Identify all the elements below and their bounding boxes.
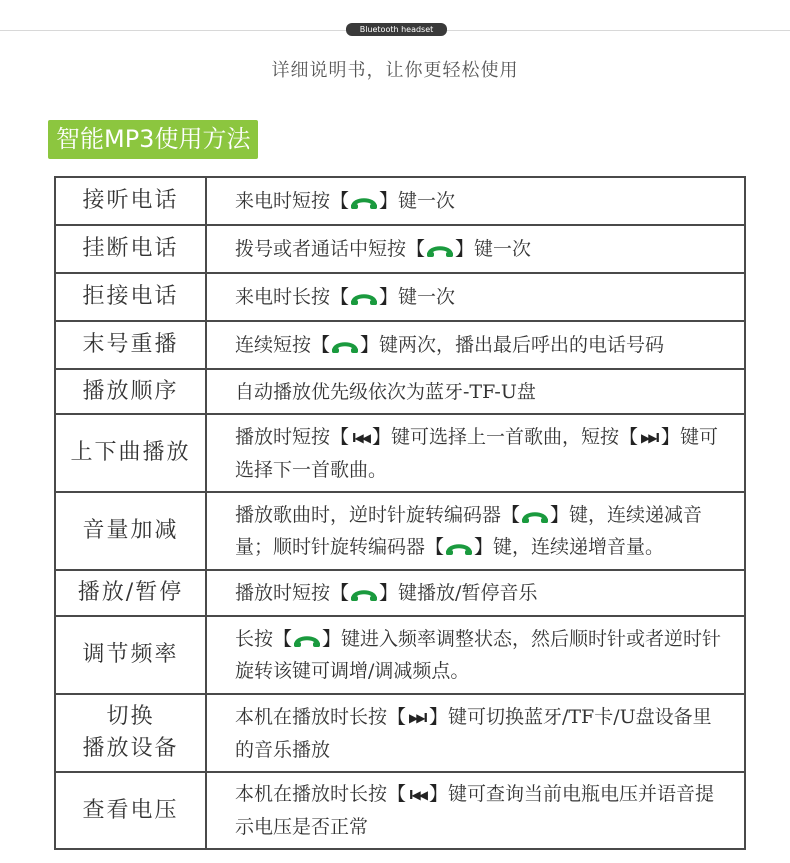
table-row bbox=[55, 414, 745, 492]
function-cell: 播放顺序 bbox=[55, 369, 206, 414]
description-cell bbox=[206, 492, 745, 570]
page-subtitle: 详细说明书，让你更轻松使用 bbox=[271, 60, 519, 81]
description-cell bbox=[206, 570, 745, 616]
description-text: 拨号或者通话中短按 bbox=[235, 238, 407, 260]
phone-key: 【 】 bbox=[330, 286, 399, 308]
description-text: 键可选择上一首歌曲，短按 bbox=[390, 425, 619, 448]
function-line: 播放设备 bbox=[82, 736, 179, 761]
description-cell bbox=[206, 616, 745, 694]
phone-key: 【 】 bbox=[406, 238, 475, 260]
table-row bbox=[55, 492, 745, 570]
phone-handset-icon bbox=[351, 194, 377, 210]
previous-track-icon: I◀◀ bbox=[352, 430, 369, 445]
description-text: 键可切换蓝牙/TF卡/U盘设备里的音乐播放 bbox=[235, 705, 712, 761]
phone-key: 【 】 bbox=[273, 628, 342, 650]
description-text: 本机在播放时长按 bbox=[235, 783, 388, 805]
brand-badge: Bluetooth headset bbox=[346, 23, 447, 36]
table-row bbox=[55, 772, 745, 849]
description-text: 播放时短按 bbox=[235, 582, 331, 604]
function-cell: 挂断电话 bbox=[55, 225, 206, 273]
next-key: 【 ▶▶I 】 bbox=[387, 701, 448, 734]
description-cell bbox=[206, 321, 745, 369]
description-text: 键一次 bbox=[398, 286, 456, 308]
table-row bbox=[55, 694, 745, 772]
function-cell: 上下曲播放 bbox=[55, 414, 206, 492]
description-text: 键可查询当前电瓶电压并语音提示电压是否正常 bbox=[235, 783, 714, 838]
next-track-icon: ▶▶I bbox=[409, 710, 426, 725]
description-cell bbox=[206, 772, 745, 849]
phone-handset-icon bbox=[294, 632, 320, 648]
function-cell: 查看电压 bbox=[55, 772, 206, 849]
description-cell bbox=[206, 414, 745, 492]
phone-handset-icon bbox=[351, 586, 377, 602]
phone-key: 【 】 bbox=[425, 536, 494, 558]
function-cell: 调节频率 bbox=[55, 616, 206, 694]
description-text: 键进入频率调整状态，然后顺时针或者逆时针旋转该键可调增/调减频点。 bbox=[235, 628, 722, 682]
function-cell: 播放/暂停 bbox=[55, 570, 206, 616]
description-text: 键两次，播出最后呼出的电话号码 bbox=[379, 334, 665, 356]
table-row bbox=[55, 177, 745, 225]
description-text: 本机在播放时长按 bbox=[235, 705, 388, 728]
phone-key: 【 】 bbox=[330, 582, 399, 604]
description-text: 键一次 bbox=[398, 190, 456, 212]
phone-key: 【 】 bbox=[501, 504, 570, 526]
phone-handset-icon bbox=[522, 508, 548, 524]
function-cell: 末号重播 bbox=[55, 321, 206, 369]
description-cell bbox=[206, 694, 745, 772]
phone-handset-icon bbox=[332, 338, 358, 354]
instructions-table bbox=[54, 176, 746, 850]
description-text: 键可选择下一首歌曲。 bbox=[235, 425, 718, 481]
function-cell bbox=[55, 694, 206, 772]
phone-key: 【 】 bbox=[311, 334, 380, 356]
function-line: 切换 bbox=[106, 704, 155, 729]
description-text: 播放时短按 bbox=[235, 425, 331, 448]
table-row bbox=[55, 369, 745, 414]
function-cell: 音量加减 bbox=[55, 492, 206, 570]
table-row bbox=[55, 273, 745, 321]
previous-key: 【 I◀◀ 】 bbox=[387, 778, 448, 811]
description-text: 键播放/暂停音乐 bbox=[398, 582, 538, 604]
phone-handset-icon bbox=[427, 242, 453, 258]
previous-key: 【 I◀◀ 】 bbox=[330, 421, 391, 454]
next-key: 【 ▶▶I 】 bbox=[619, 421, 680, 454]
description-text: 键，连续递减音量；顺时针旋转编码器 bbox=[235, 504, 703, 558]
table-row bbox=[55, 570, 745, 616]
phone-key: 【 】 bbox=[330, 190, 399, 212]
description-text: 来电时短按 bbox=[235, 190, 331, 212]
next-track-icon: ▶▶I bbox=[641, 430, 658, 445]
function-cell: 接听电话 bbox=[55, 177, 206, 225]
table-row bbox=[55, 616, 745, 694]
phone-handset-icon bbox=[446, 540, 472, 556]
description-cell bbox=[206, 225, 745, 273]
description-cell bbox=[206, 273, 745, 321]
description-text: 连续短按 bbox=[235, 334, 312, 356]
description-cell: 自动播放优先级依次为蓝牙-TF-U盘 bbox=[206, 369, 745, 414]
table-row bbox=[55, 225, 745, 273]
description-text: 键一次 bbox=[474, 238, 532, 260]
section-title: 智能MP3使用方法 bbox=[48, 120, 258, 159]
description-text: 键，连续递增音量。 bbox=[493, 536, 665, 558]
description-cell bbox=[206, 177, 745, 225]
previous-track-icon: I◀◀ bbox=[409, 788, 426, 802]
description-text: 播放歌曲时，逆时针旋转编码器 bbox=[235, 504, 502, 526]
description-text: 来电时长按 bbox=[235, 286, 331, 308]
description-text: 长按 bbox=[235, 628, 274, 650]
table-row bbox=[55, 321, 745, 369]
function-cell: 拒接电话 bbox=[55, 273, 206, 321]
phone-handset-icon bbox=[351, 290, 377, 306]
